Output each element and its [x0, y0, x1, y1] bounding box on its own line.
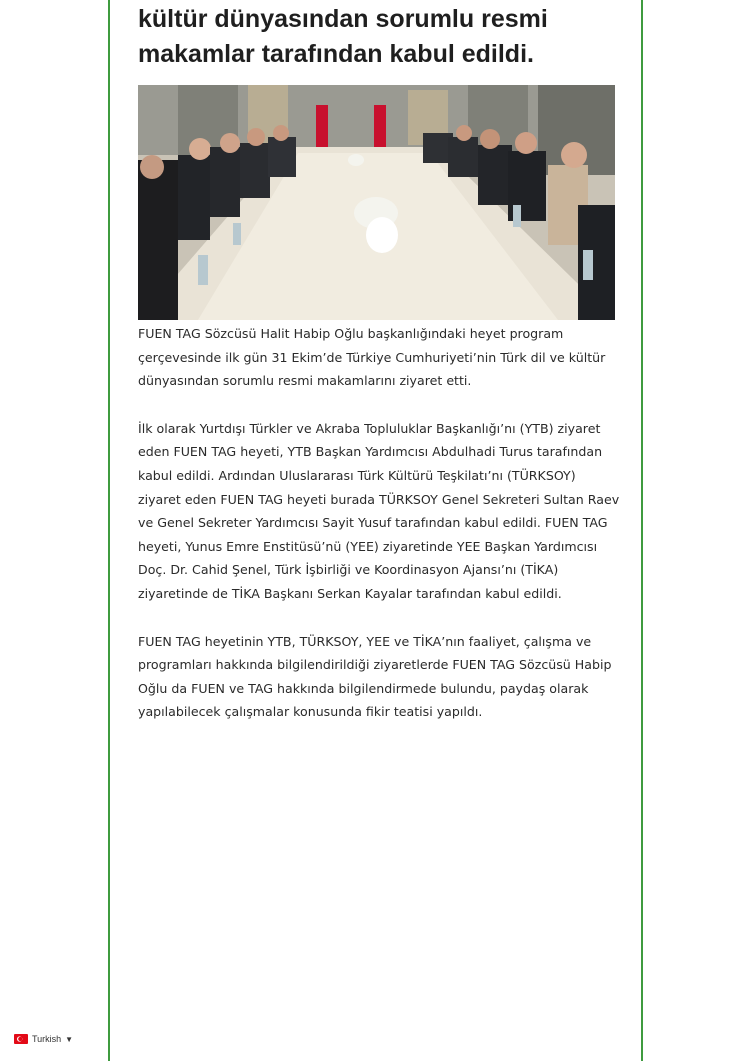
article-paragraph: FUEN TAG heyetinin YTB, TÜRKSOY, YEE ve TİKA’nın faaliyet, çalışma ve programları hakkında bilgilendirildiği ziyaretlerde FUEN TAG Sözcüsü Habip Oğlu da FUEN ve TAG hakkında bilgilendirmede bulundu, paydaş olarak yapılabilecek çalışmalar konusunda fikir teatisi yapıldı.: [138, 633, 612, 720]
article-paragraph: FUEN TAG Sözcüsü Halit Habip Oğlu başkanlığındaki heyet program çerçevesinde ilk gün 31 Ekim’de Türkiye Cumhuriyeti’nin Türk dil ve kültür dünyasından sorumlu resmi makamlarını ziyaret etti.: [138, 326, 606, 389]
turkey-flag-icon: [14, 1034, 28, 1044]
article-body: [138, 322, 620, 748]
language-switcher[interactable]: [14, 1032, 73, 1046]
content-column-border-right: [641, 0, 643, 1061]
article-paragraph: İlk olarak Yurtdışı Türkler ve Akraba Topluluklar Başkanlığı’nı (YTB) ziyaret eden FUEN TAG heyeti, YTB Başkan Yardımcısı Abdulhadi Turus tarafından kabul edildi. Ardından Uluslararası Türk Kültürü Teşkilatı’nı (TÜRKSOY) ziyaret eden FUEN TAG heyeti burada TÜRKSOY Genel Sekreteri Sultan Raev ve Genel Sekreter Yardımcısı Sayit Yusuf tarafından kabul edildi. FUEN TAG heyeti, Yunus Emre Enstitüsü’nü (YEE) ziyaretinde YEE Başkan Yardımcısı Doç. Dr. Cahid Şenel, Türk İşbirliği ve Koordinasyon Ajansı’nı (TİKA) ziyaretinde de TİKA Başkanı Serkan Kayalar tarafından kabul edildi.: [138, 420, 620, 601]
language-label: Turkish: [32, 1034, 62, 1044]
caret-down-icon: ▼: [65, 1034, 74, 1044]
content-column-border-left: [108, 0, 110, 1061]
article-photo: [138, 85, 615, 320]
article-title: kültür dünyasından sorumlu resmi makamlar tarafından kabul edildi.: [138, 5, 548, 68]
